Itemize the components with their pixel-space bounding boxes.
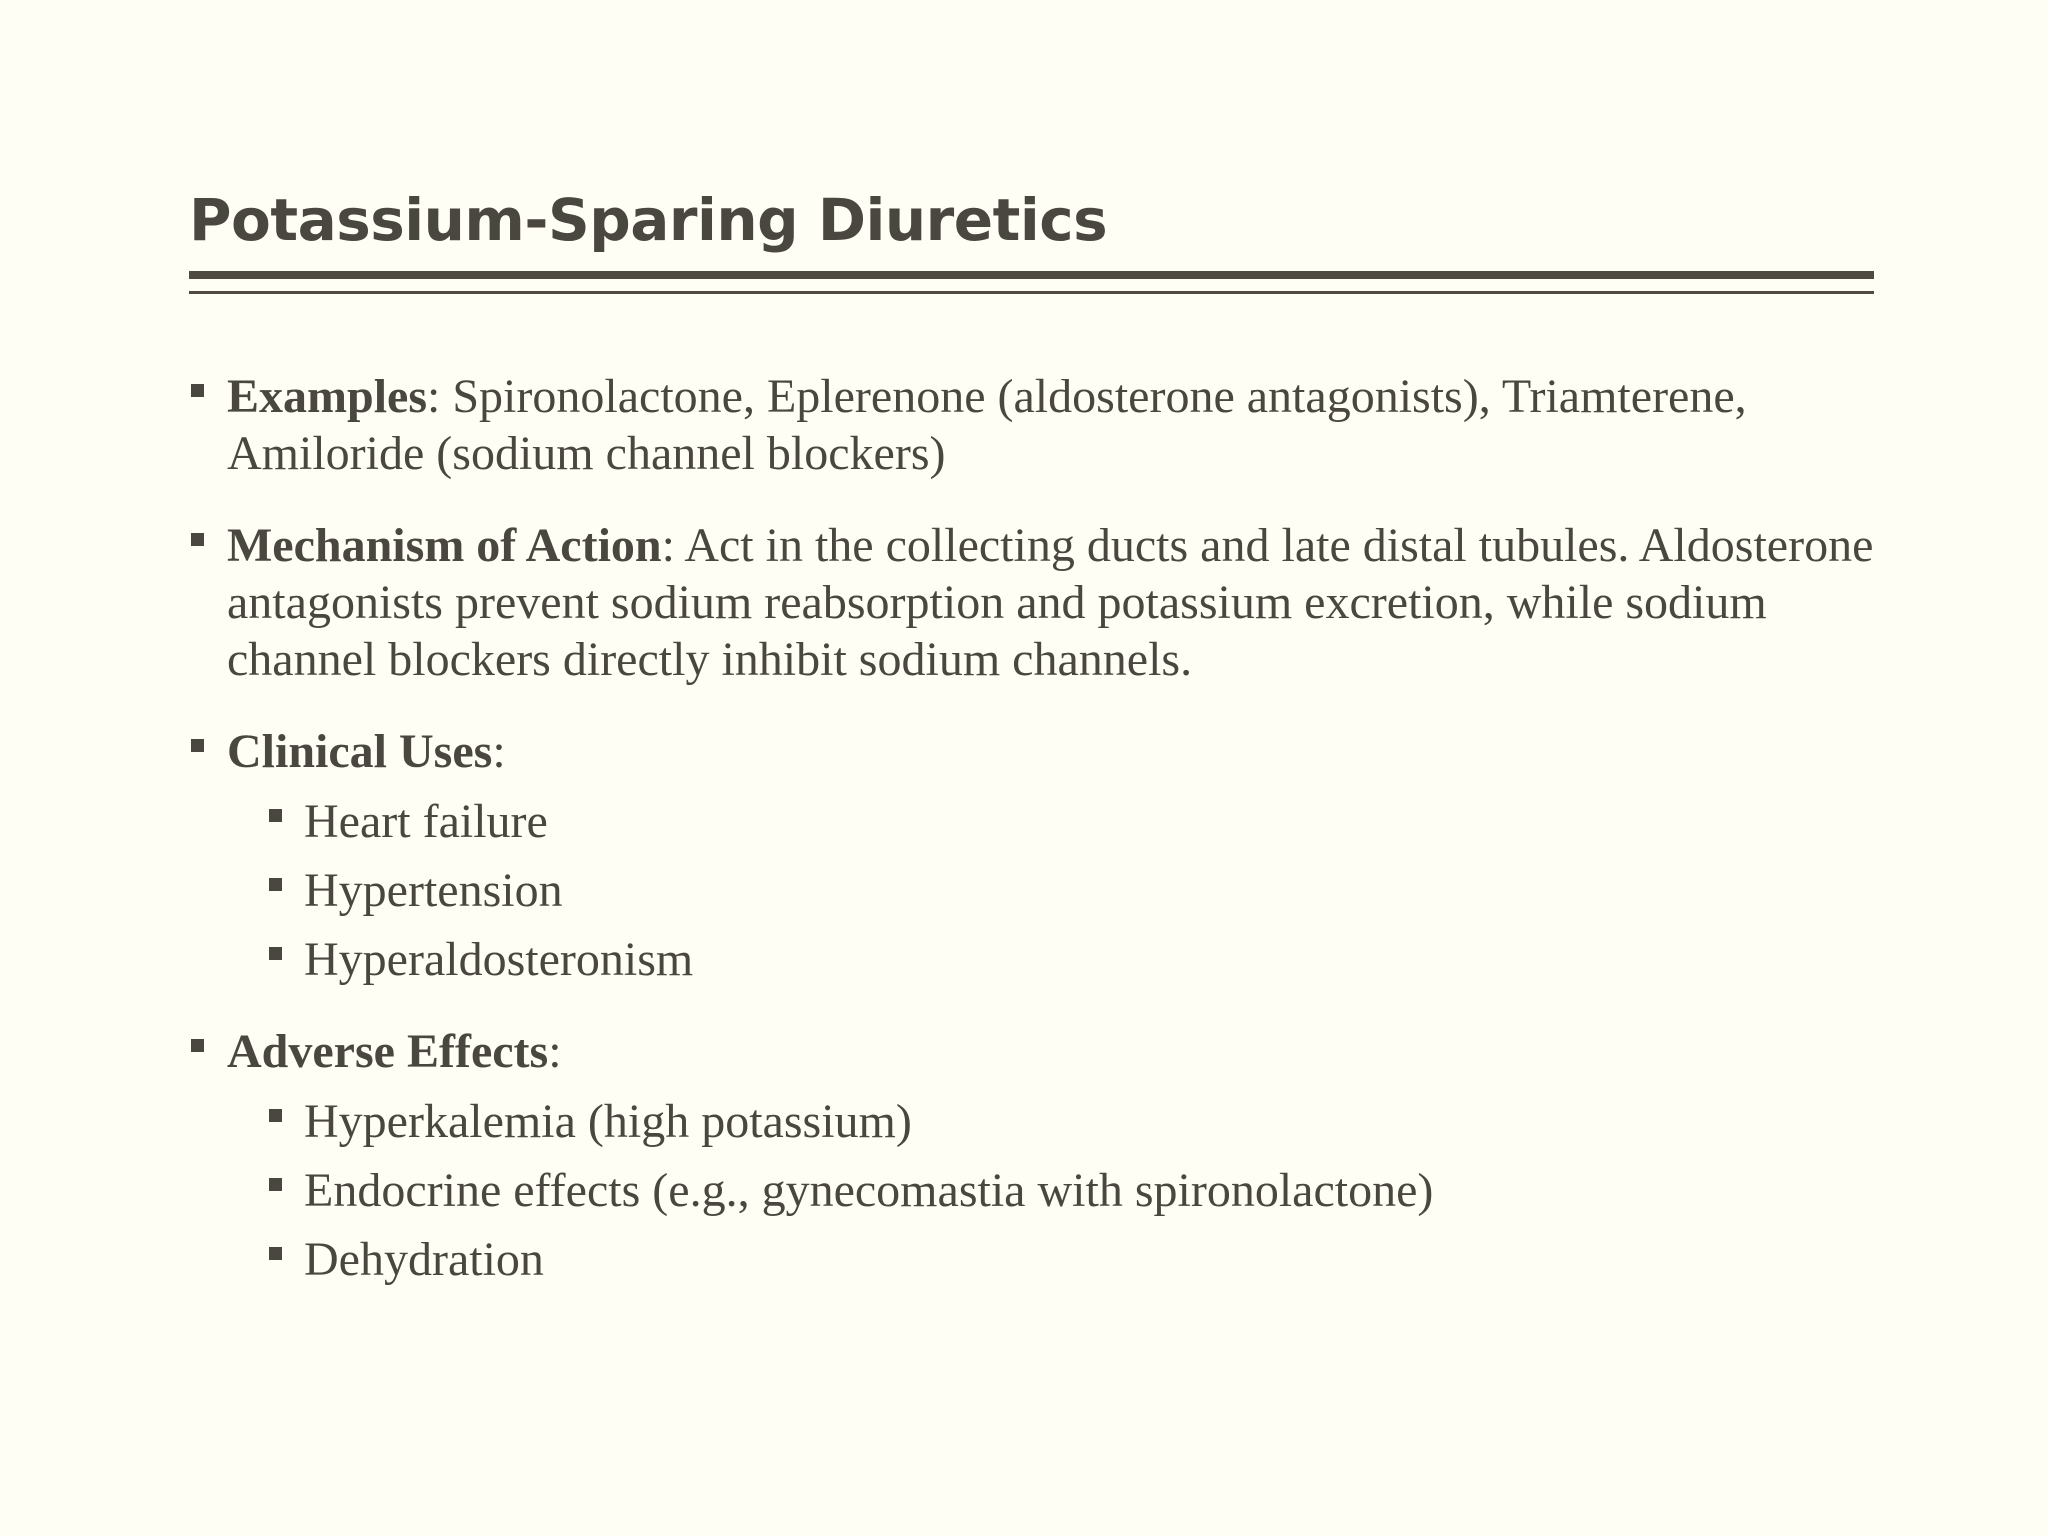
bullet-examples bbox=[189, 368, 1889, 482]
bullet-mechanism bbox=[189, 517, 1889, 688]
square-bullet-icon bbox=[269, 878, 282, 891]
bullet-list bbox=[189, 368, 1889, 1323]
bullet-adverse-effects bbox=[189, 1023, 1889, 1080]
sub-item-text: Hypertension bbox=[304, 864, 563, 917]
sub-item-text: Endocrine effects (e.g., gynecomastia with spironolactone) bbox=[304, 1164, 1434, 1217]
sub-item bbox=[189, 793, 1889, 850]
bullet-label: Mechanism of Action bbox=[227, 519, 662, 572]
bullet-clinical-uses bbox=[189, 723, 1889, 780]
title-rule-thick bbox=[189, 271, 1874, 279]
bullet-text: : bbox=[492, 725, 506, 778]
bullet-text: : bbox=[548, 1025, 562, 1078]
slide-title: Potassium-Sparing Diuretics bbox=[189, 186, 1108, 254]
square-bullet-icon bbox=[269, 1247, 282, 1260]
sub-item-text: Hyperaldosteronism bbox=[304, 933, 694, 986]
sub-item-text: Heart failure bbox=[304, 795, 548, 848]
square-bullet-icon bbox=[191, 739, 204, 752]
bullet-label: Examples bbox=[227, 370, 428, 423]
square-bullet-icon bbox=[269, 809, 282, 822]
square-bullet-icon bbox=[191, 1039, 204, 1052]
bullet-label: Clinical Uses bbox=[227, 725, 493, 778]
sub-item-text: Hyperkalemia (high potassium) bbox=[304, 1095, 912, 1148]
square-bullet-icon bbox=[269, 1109, 282, 1122]
sub-item bbox=[189, 1162, 1889, 1219]
sub-item bbox=[189, 1093, 1889, 1150]
square-bullet-icon bbox=[191, 533, 204, 546]
sub-item bbox=[189, 1231, 1889, 1288]
square-bullet-icon bbox=[269, 1178, 282, 1191]
square-bullet-icon bbox=[269, 947, 282, 960]
sub-item bbox=[189, 931, 1889, 988]
bullet-text: : Spironolactone, Eplerenone (aldosterone antagonists), Triamterene, Amiloride (sodium channel blockers) bbox=[227, 370, 1747, 480]
sub-item-text: Dehydration bbox=[304, 1233, 544, 1286]
square-bullet-icon bbox=[191, 384, 204, 397]
bullet-label: Adverse Effects bbox=[227, 1025, 549, 1078]
bullet-text: : Act in the collecting ducts and late distal tubules. Aldosterone antagonists prevent sodium reabsorption and potassium excretion, while sodium channel blockers directly inhibit sodium channels. bbox=[227, 519, 1874, 686]
title-rule-thin bbox=[189, 291, 1874, 294]
sub-item bbox=[189, 862, 1889, 919]
